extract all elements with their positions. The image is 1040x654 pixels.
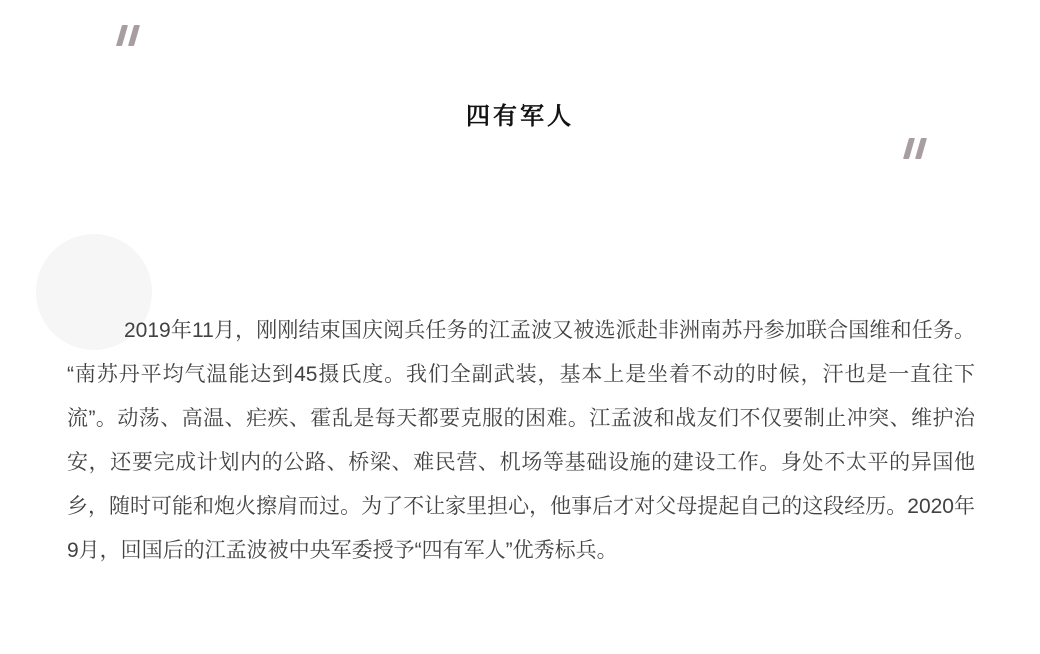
close-quote-icon xyxy=(906,138,924,159)
open-quote-icon xyxy=(119,25,137,46)
quote-bar xyxy=(128,25,140,46)
quote-bar xyxy=(915,138,927,159)
quote-bar xyxy=(903,138,915,159)
quote-bar xyxy=(116,25,128,46)
page-title: 四有军人 xyxy=(466,103,574,130)
article-paragraph: 2019年11月，刚刚结束国庆阅兵任务的江孟波又被选派赴非洲南苏丹参加联合国维和任务。“南苏丹平均气温能达到45摄氏度。我们全副武装，基本上是坐着不动的时候，汗也是一直往下流”。动荡、高温、疟疾、霍乱是每天都要克服的困难。江孟波和战友们不仅要制止冲突、维护治安，还要完成计划内的公路、桥梁、难民营、机场等基础设施的建设工作。身处不太平的异国他乡，随时可能和炮火擦肩而过。为了不让家里担心，他事后才对父母提起自己的这段经历。2020年9月，回国后的江孟波被中央军委授予“四有军人”优秀标兵。 xyxy=(67,319,975,562)
